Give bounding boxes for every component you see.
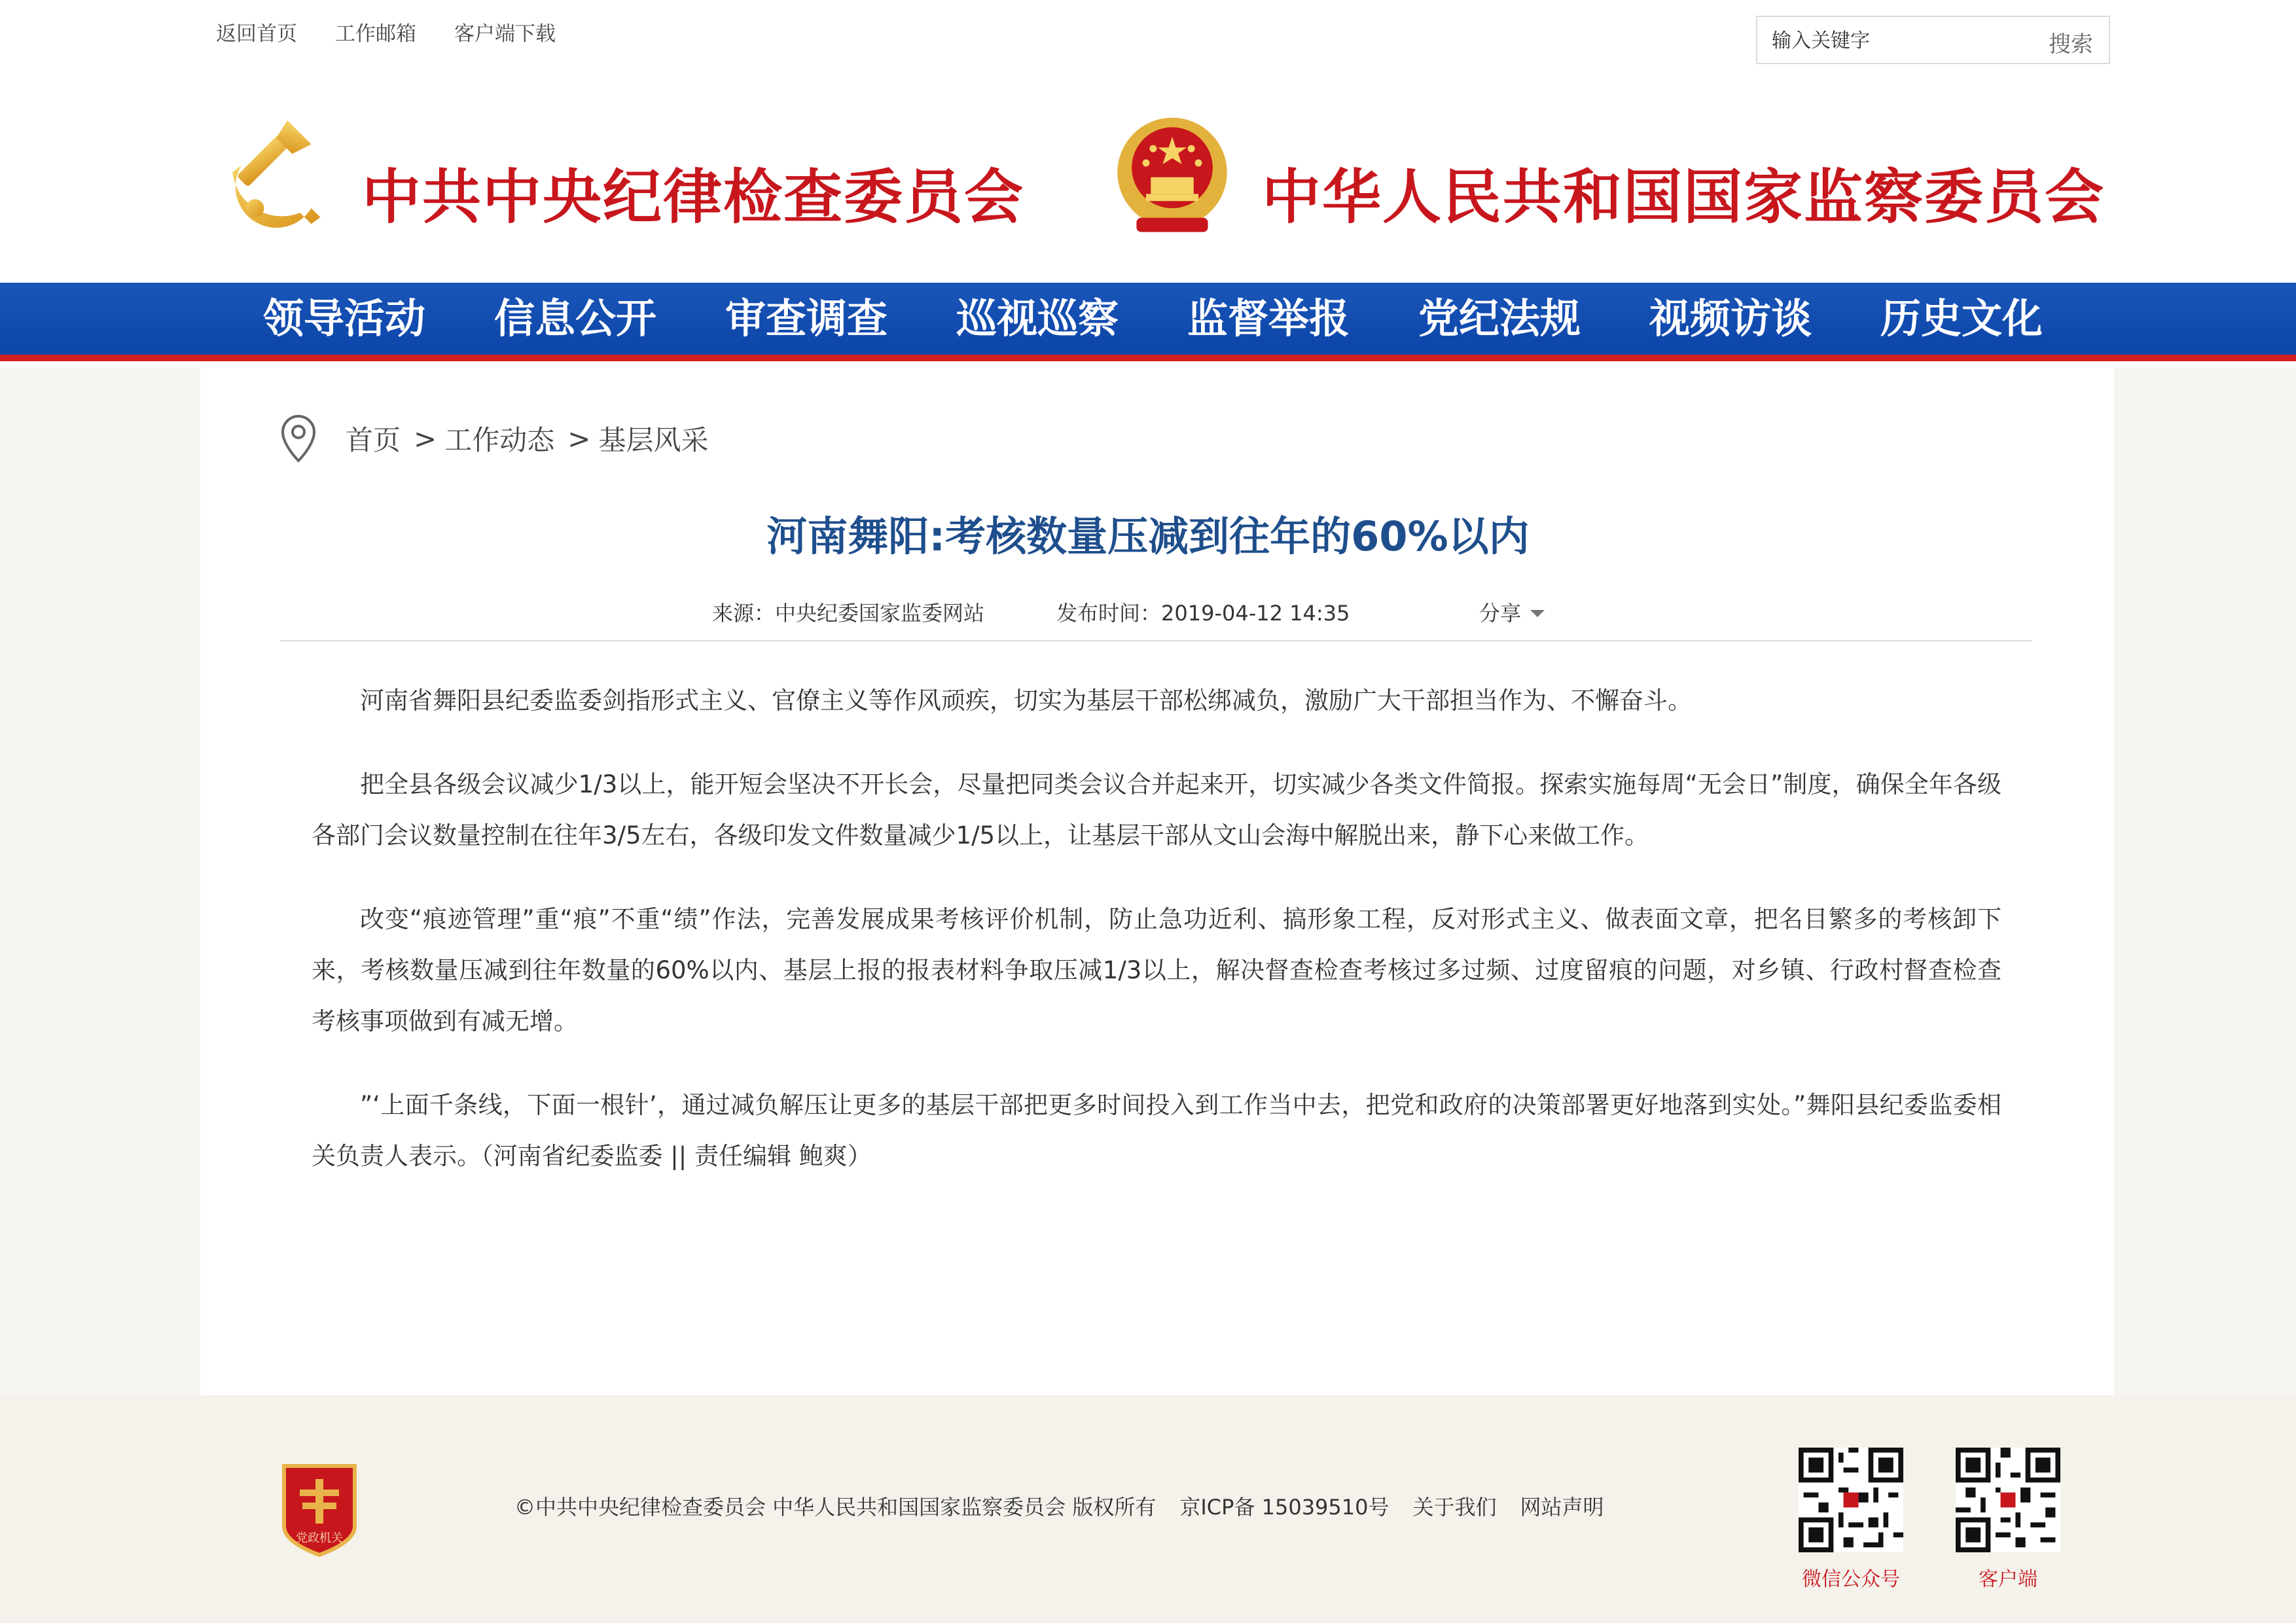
article-time: 发布时间：2019-04-12 14:35: [1056, 601, 1350, 626]
top-links: [216, 17, 556, 46]
nav-item-video[interactable]: 视频访谈: [1649, 294, 1812, 342]
location-pin-icon: [279, 414, 318, 463]
article-body: [312, 675, 2001, 1215]
breadcrumb: [279, 414, 708, 463]
icp-link[interactable]: 京ICP备 15039510号: [1179, 1495, 1390, 1520]
statement-link[interactable]: 网站声明: [1520, 1495, 1604, 1520]
main-nav: [0, 283, 2296, 361]
breadcrumb-home[interactable]: 首页: [346, 424, 401, 456]
breadcrumb-work-news[interactable]: 工作动态: [444, 424, 555, 456]
nav-item-reporting[interactable]: 监督举报: [1187, 294, 1350, 342]
top-bar: [0, 0, 2296, 72]
nav-item-leadership[interactable]: 领导活动: [263, 294, 426, 342]
copyright-bar: [514, 1491, 1604, 1521]
party-emblem-icon: [221, 120, 334, 233]
breadcrumb-grassroots[interactable]: 基层风采: [598, 424, 709, 456]
work-mailbox-link[interactable]: 工作邮箱: [335, 22, 416, 46]
government-site-badge-icon[interactable]: [279, 1461, 360, 1559]
article-title: 河南舞阳:考核数量压减到往年的60%以内: [766, 512, 1530, 560]
copyright-text: ©中共中央纪律检查委员会 中华人民共和国国家监察委员会 版权所有: [514, 1495, 1157, 1520]
search-button[interactable]: 搜索: [2049, 31, 2093, 58]
breadcrumb-separator: >: [567, 422, 591, 455]
search-input[interactable]: [1772, 26, 2020, 55]
article-paragraph: 河南省舞阳县纪委监委剑指形式主义、官僚主义等作风顽疾，切实为基层干部松绑减负，激励广大干部担当作为、不懈奋斗。: [360, 687, 1692, 715]
site-footer: [0, 1395, 2296, 1623]
breadcrumb-separator: >: [414, 422, 437, 455]
nav-item-information[interactable]: 信息公开: [494, 294, 657, 342]
nsc-title: 中华人民共和国国家监察委员会: [1262, 162, 2105, 232]
search-box: [1756, 16, 2110, 64]
wechat-qr-code: [1799, 1448, 1903, 1552]
nav-item-investigation[interactable]: 审查调查: [725, 294, 888, 342]
article-paragraph: 把全县各级会议减少1/3以上，能开短会坚决不开长会，尽量把同类会议合并起来开，切实减少各类文件简报。探索实施每周“无会日”制度，确保全年各级各部门会议数量控制在往年3/5左右，各级印发文件数量减少1/5以上，让基层干部从文山会海中解脱出来，静下心来做工作。: [312, 770, 2001, 849]
article-paragraph: ”‘上面千条线，下面一根针’，通过减负解压让更多的基层干部把更多时间投入到工作当中去，把党和政府的决策部署更好地落到实处。”舞阳县纪委监委相关负责人表示。（河南省纪委监委 || 责任编辑 鲍爽）: [312, 1091, 2001, 1170]
article-paragraph: 改变“痕迹管理”重“痕”不重“绩”作法，完善发展成果考核评价机制，防止急功近利、搞形象工程，反对形式主义、做表面文章，把名目繁多的考核卸下来，考核数量压减到往年数量的60%以内、基层上报的报表材料争取压减1/3以上，解决督查检查考核过多过频、过度留痕的问题，对乡镇、行政村督查检查考核事项做到有减无增。: [312, 905, 2001, 1035]
badge-text: 党政机关: [296, 1531, 343, 1545]
site-banner: [0, 72, 2296, 283]
about-link[interactable]: 关于我们: [1412, 1495, 1497, 1520]
share-dropdown[interactable]: [1479, 597, 1545, 627]
article-source: 来源：中央纪委国家监委网站: [712, 601, 985, 626]
nav-item-history[interactable]: 历史文化: [1880, 294, 2043, 342]
home-link[interactable]: 返回首页: [216, 22, 297, 46]
client-qr-label: 客户端: [1979, 1568, 2037, 1591]
client-download-link[interactable]: 客户端下载: [454, 22, 556, 46]
client-qr-code: [1956, 1448, 2060, 1552]
national-emblem-icon: [1113, 113, 1232, 240]
chevron-down-icon: [1530, 610, 1545, 617]
nav-item-inspection[interactable]: 巡视巡察: [956, 294, 1119, 342]
wechat-qr-label: 微信公众号: [1802, 1568, 1900, 1591]
share-label: 分享: [1479, 601, 1522, 626]
divider: [280, 640, 2032, 641]
nav-item-regulations[interactable]: 党纪法规: [1418, 294, 1581, 342]
ccdi-title: 中共中央纪律检查委员会: [362, 162, 1024, 232]
